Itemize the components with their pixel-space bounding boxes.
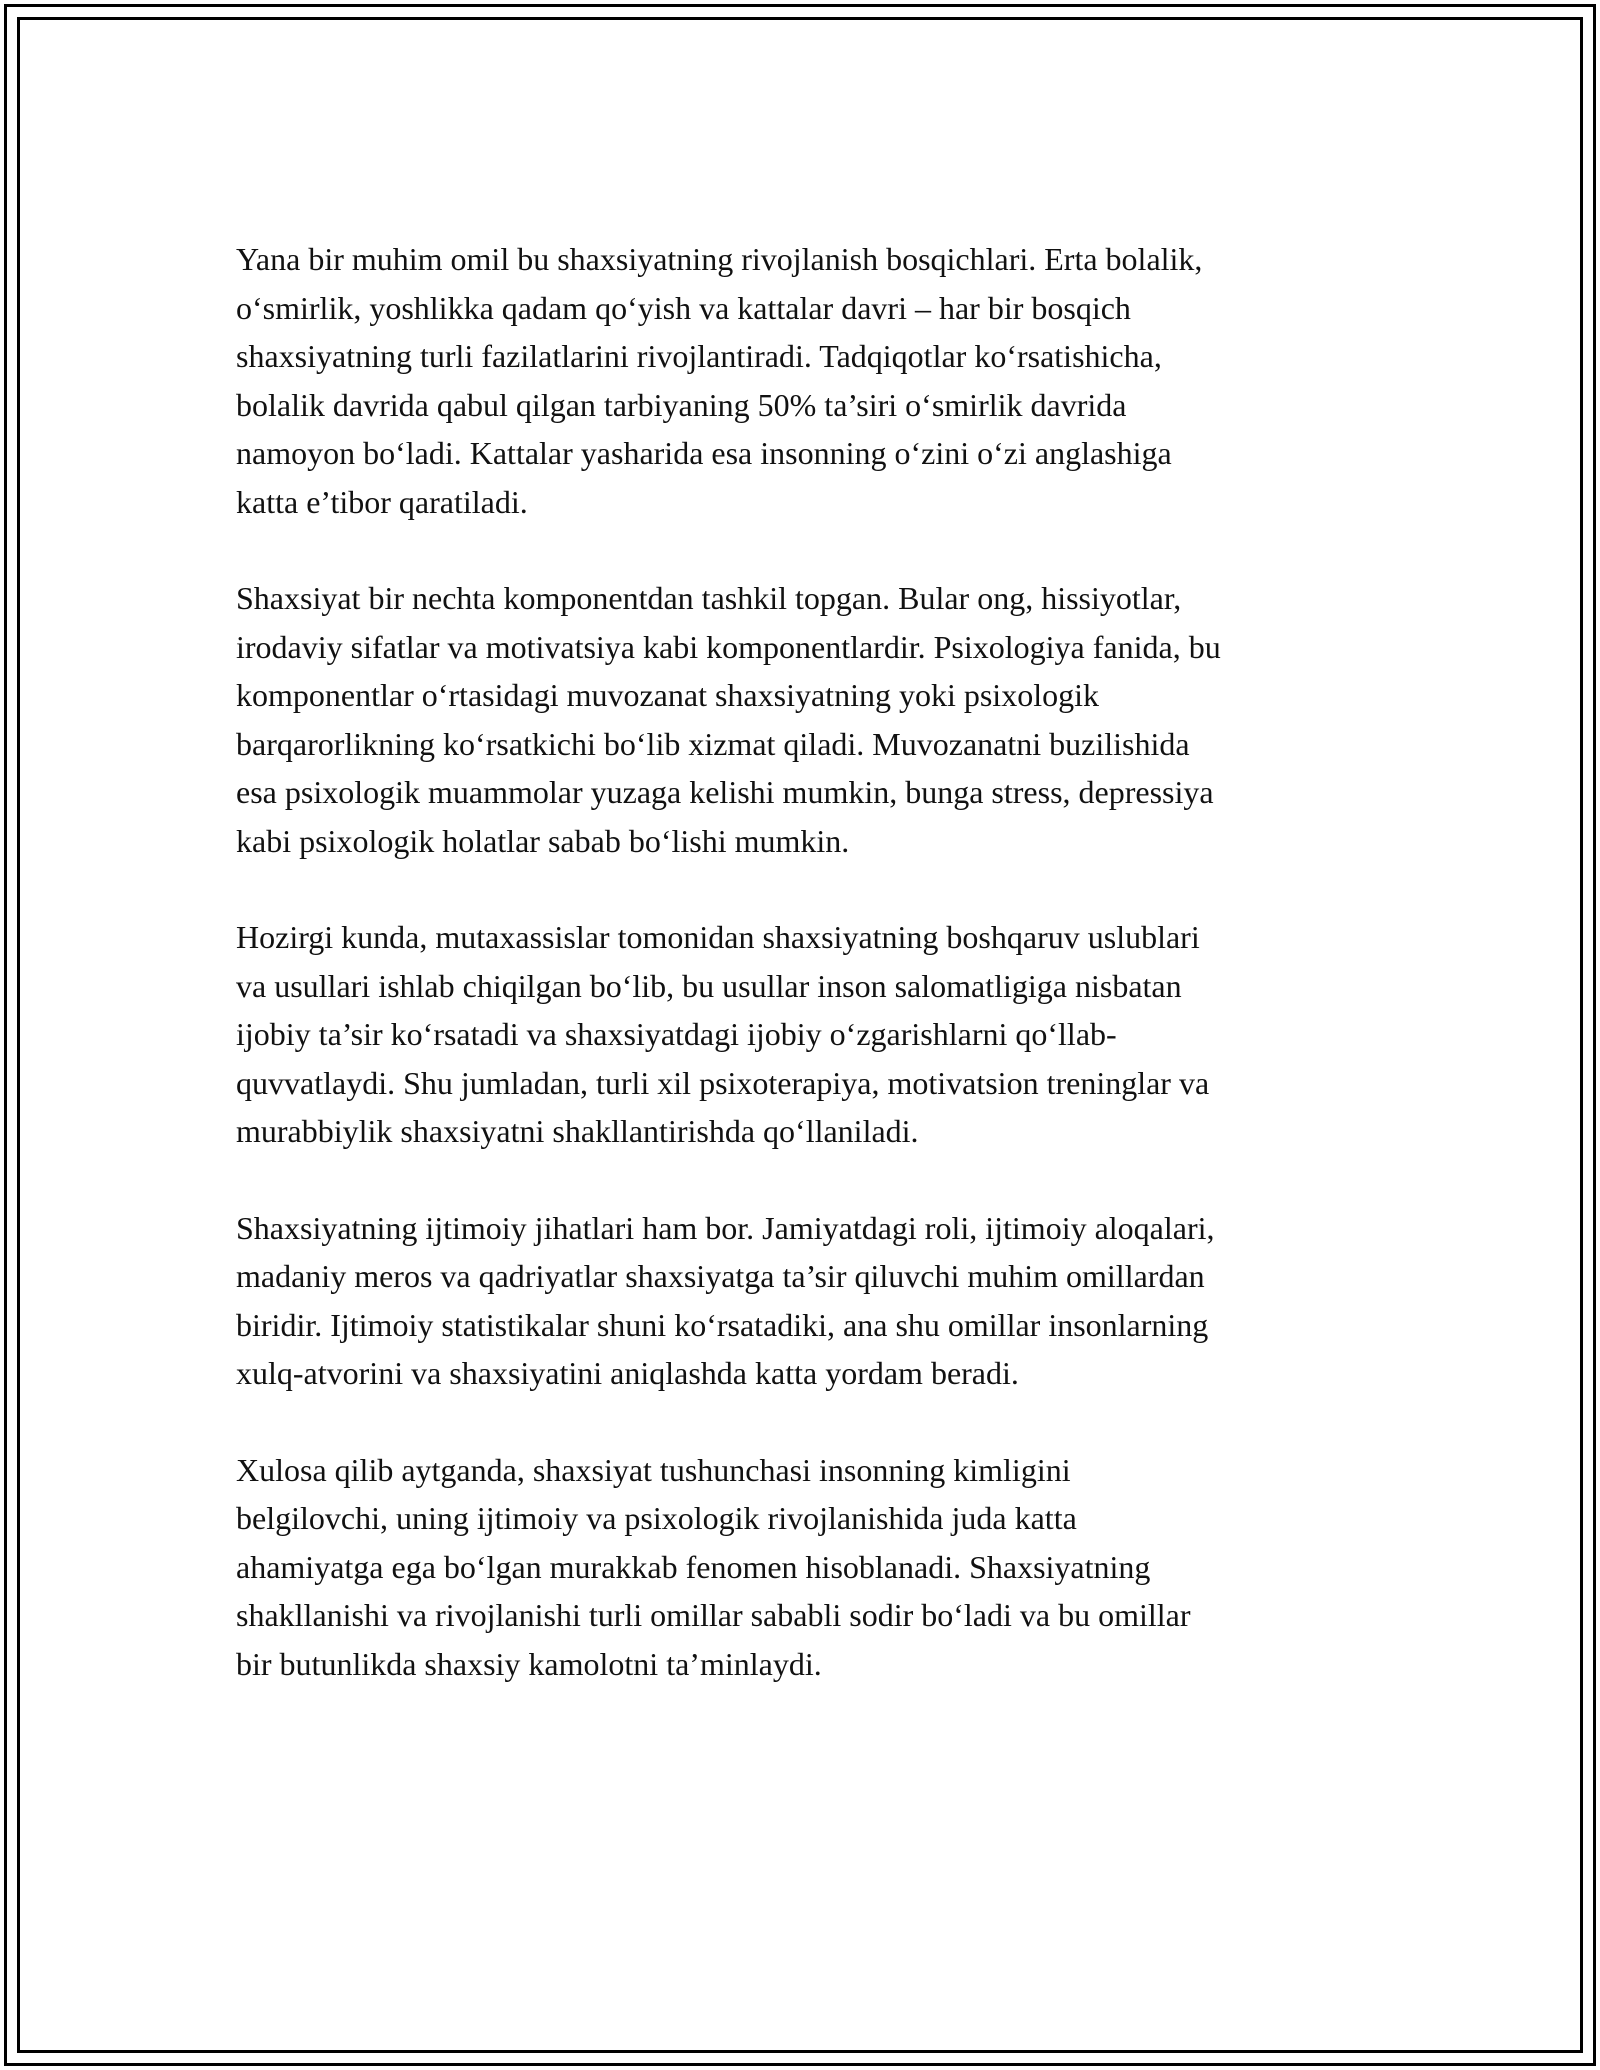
text-line: shakllanishi va rivojlanishi turli omillar sababli sodir bo‘ladi va bu omillar (236, 1597, 1191, 1633)
text-line: ahamiyatga ega bo‘lgan murakkab fenomen hisoblanadi. Shaxsiyatning (236, 1548, 1151, 1585)
text-line: katta e’tibor qaratiladi. (236, 483, 528, 520)
text-line: komponentlar o‘rtasidagi muvozanat shaxsiyatning yoki psixologik (236, 677, 1099, 713)
text-line: shaxsiyatning turli fazilatlarini rivojlantiradi. Tadqiqotlar ko‘rsatishicha, (236, 338, 1162, 374)
text-line: xulq-atvorini va shaxsiyatini aniqlashda katta yordam beradi. (236, 1355, 1019, 1391)
text-line: barqarorlikning ko‘rsatkichi bo‘lib xizmat qiladi. Muvozanatni buzilishida (236, 725, 1190, 762)
text-line: quvvatlaydi. Shu jumladan, turli xil psixoterapiya, motivatsion treninglar va (236, 1064, 1210, 1101)
text-line: irodaviy sifatlar va motivatsiya kabi komponentlardir. Psixologiya fanida, bu (236, 628, 1221, 665)
text-line: biridir. Ijtimoiy statistikalar shuni ko‘rsatadiki, ana shu omillar insonlarning (236, 1306, 1209, 1343)
paragraph-development-stages (236, 235, 1376, 526)
text-line: belgilovchi, uning ijtimoiy va psixologik rivojlanishida juda katta (236, 1500, 1077, 1536)
document-body (236, 235, 1376, 1736)
text-line: bir butunlikda shaxsiy kamolotni ta’minlaydi. (236, 1645, 822, 1682)
paragraph-management-methods (236, 913, 1376, 1156)
text-line: ijobiy ta’sir ko‘rsatadi va shaxsiyatdagi ijobiy o‘zgarishlarni qo‘llab- (236, 1016, 1117, 1052)
text-line: Hozirgi kunda, mutaxassislar tomonidan shaxsiyatning boshqaruv uslublari (236, 919, 1200, 955)
text-line: murabbiylik shaxsiyatni shakllantirishda qo‘llaniladi. (236, 1113, 919, 1149)
text-line: Xulosa qilib aytganda, shaxsiyat tushunchasi insonning kimligini (236, 1451, 1071, 1488)
text-line: Yana bir muhim omil bu shaxsiyatning rivojlanish bosqichlari. Erta bolalik, (236, 241, 1203, 277)
paragraph-conclusion (236, 1446, 1376, 1689)
paragraph-social-aspects (236, 1204, 1376, 1398)
text-line: Shaxsiyat bir nechta komponentdan tashkil topgan. Bular ong, hissiyotlar, (236, 580, 1182, 616)
text-line: Shaxsiyatning ijtimoiy jihatlari ham bor. Jamiyatdagi roli, ijtimoiy aloqalari, (236, 1209, 1215, 1246)
text-line: esa psixologik muammolar yuzaga kelishi mumkin, bunga stress, depressiya (236, 774, 1214, 810)
text-line: madaniy meros va qadriyatlar shaxsiyatga ta’sir qiluvchi muhim omillardan (236, 1258, 1205, 1294)
text-line: va usullari ishlab chiqilgan bo‘lib, bu usullar inson salomatligiga nisbatan (236, 967, 1182, 1004)
text-line: o‘smirlik, yoshlikka qadam qo‘yish va kattalar davri – har bir bosqich (236, 289, 1131, 326)
text-line: kabi psixologik holatlar sabab bo‘lishi mumkin. (236, 822, 850, 859)
text-line: namoyon bo‘ladi. Kattalar yasharida esa insonning o‘zini o‘zi anglashiga (236, 435, 1172, 471)
paragraph-components (236, 574, 1376, 865)
text-line: bolalik davrida qabul qilgan tarbiyaning 50% ta’siri o‘smirlik davrida (236, 386, 1127, 423)
